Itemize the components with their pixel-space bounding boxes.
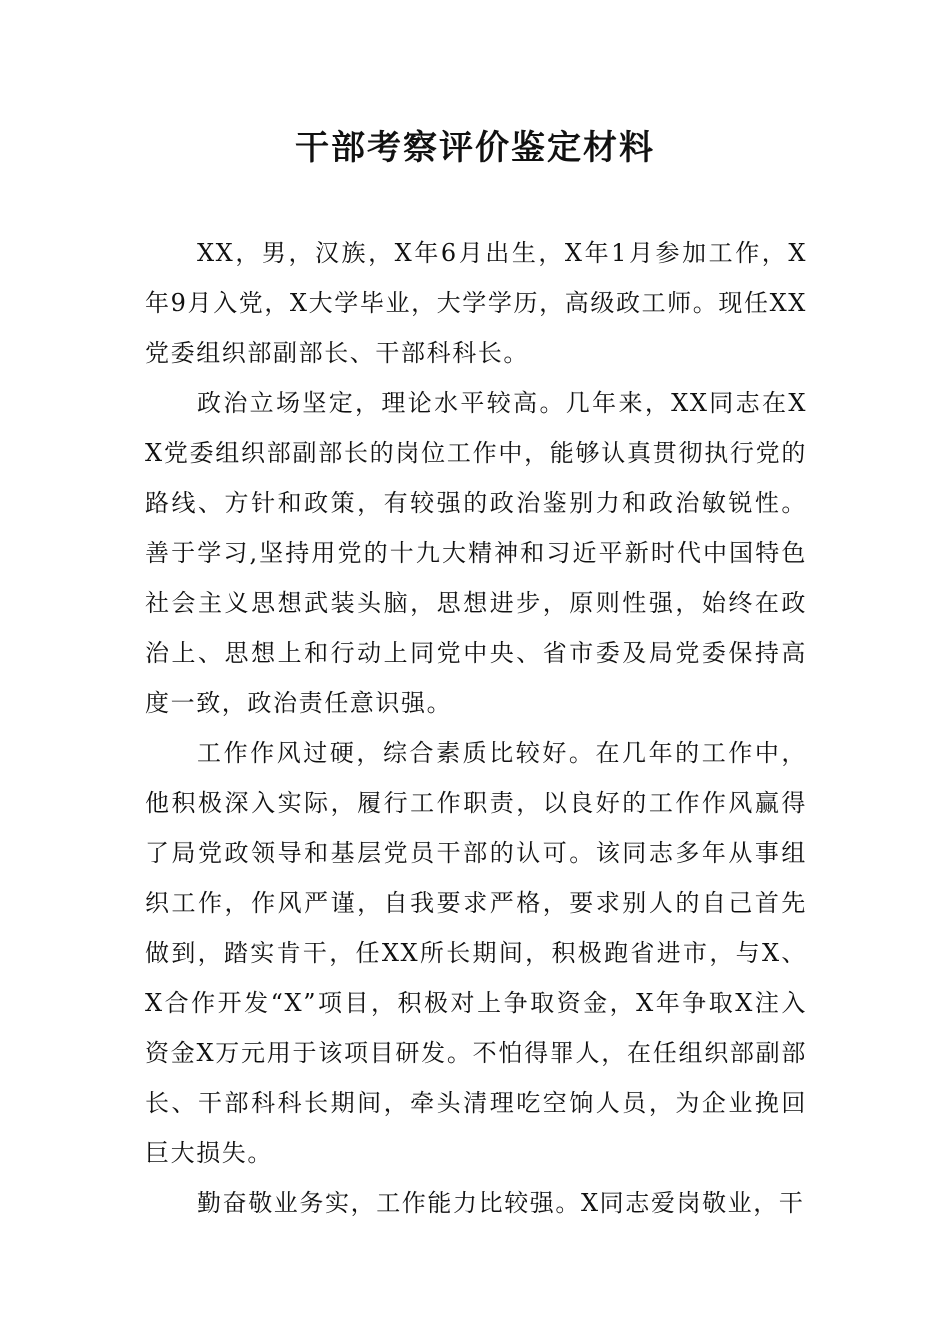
document-body bbox=[145, 228, 807, 1228]
document-title: 干部考察评价鉴定材料 bbox=[295, 128, 655, 168]
paragraph-work-ability: 勤奋敬业务实，工作能力比较强。X同志爱岗敬业，干 bbox=[197, 1189, 805, 1217]
paragraph-political-stance: 政治立场坚定，理论水平较高。几年来，XX同志在XX党委组织部副部长的岗位工作中，能够认真贯彻执行党的路线、方针和政策，有较强的政治鉴别力和政治敏锐性。善于学习,坚持用党的十九大精神和习近平新时代中国特色社会主义思想武装头脑，思想进步，原则性强，始终在政治上、思想上和行动上同党中央、省市委及局党委保持高度一致，政治责任意识强。 bbox=[145, 389, 807, 717]
paragraph-work-style: 工作作风过硬，综合素质比较好。在几年的工作中，他积极深入实际，履行工作职责，以良好的工作作风赢得了局党政领导和基层党员干部的认可。该同志多年从事组织工作，作风严谨，自我要求严格，要求别人的自己首先做到，踏实肯干，任XX所长期间，积极跑省进市，与X、X合作开发“X”项目，积极对上争取资金，X年争取X注入资金X万元用于该项目研发。不怕得罪人，在任组织部副部长、干部科科长期间，牵头清理吃空饷人员，为企业挽回巨大损失。 bbox=[145, 739, 807, 1167]
paragraph-personal-info: XX，男，汉族，X年6月出生，X年1月参加工作，X年9月入党，X大学毕业，大学学历，高级政工师。现任XX党委组织部副部长、干部科科长。 bbox=[145, 239, 807, 367]
